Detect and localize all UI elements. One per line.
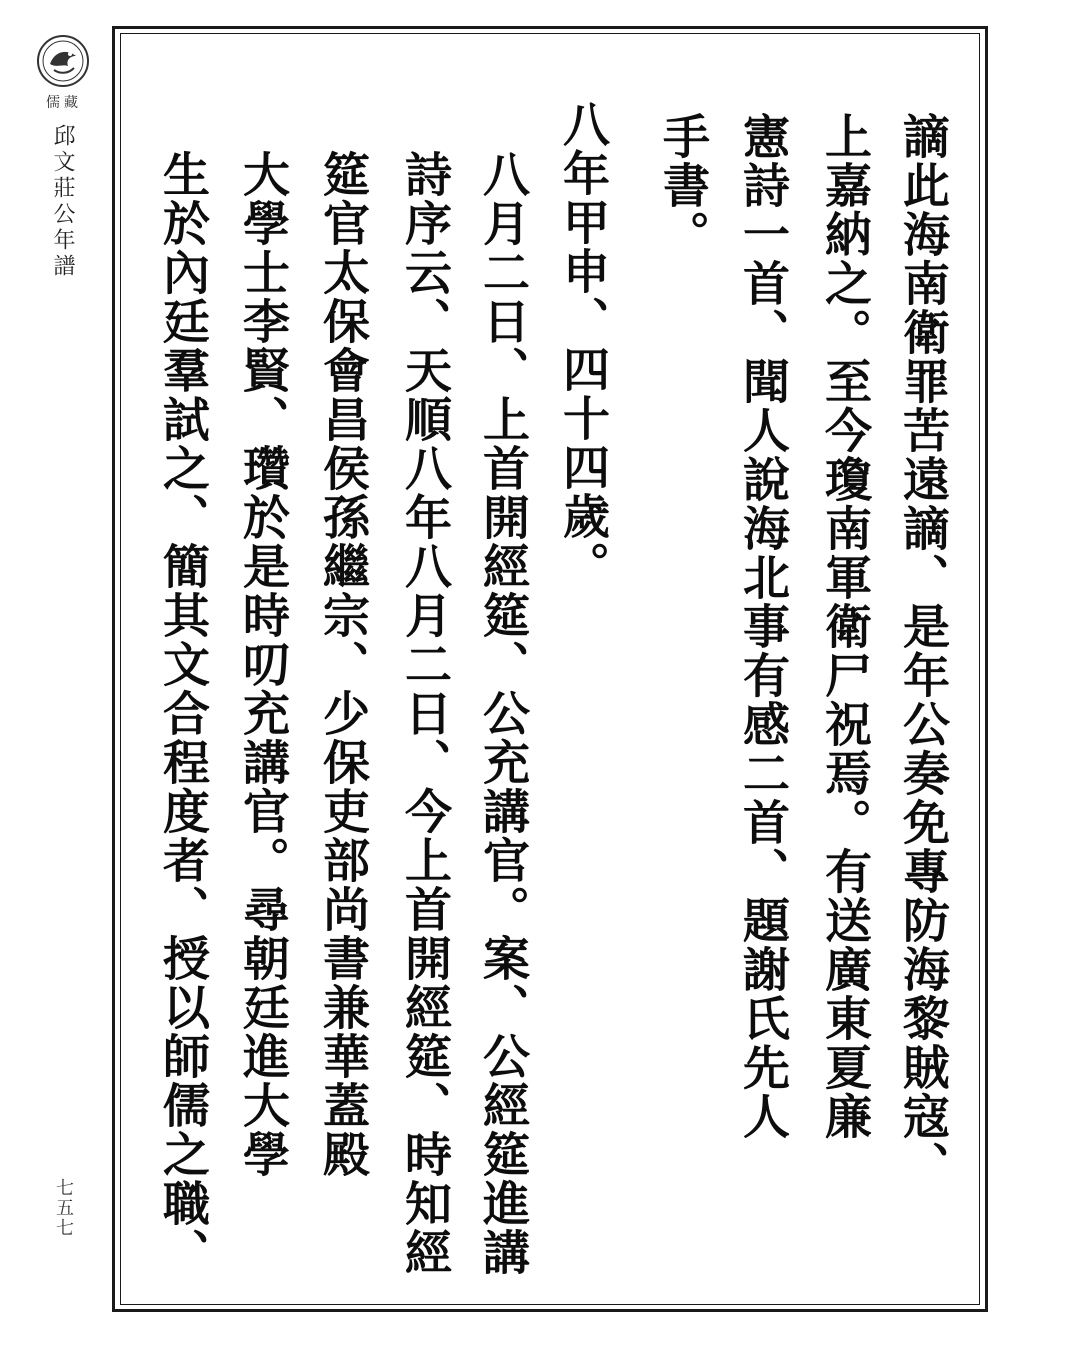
- text-column: 大學士李賢、瓚於是時叨充講官。尋朝廷進大學: [235, 150, 290, 1179]
- text-column: 謫此海南衛罪苦遠謫、是年公奏免專防海黎賊寇、: [895, 112, 950, 1190]
- text-column: 生於內廷羣試之、簡其文合程度者、授以師儒之職、: [155, 150, 210, 1277]
- text-column: 上嘉納之。至今瓊南軍衛尸祝焉。有送廣東夏廉: [817, 112, 872, 1141]
- side-margin: [28, 28, 100, 1308]
- text-column: 八月二日、上首開經筵、公充講官。案、公經筵進講: [475, 150, 530, 1277]
- text-column: 詩序云、天順八年八月二日、今上首開經筵、時知經: [397, 150, 452, 1277]
- text-column: 筵官太保會昌侯孫繼宗、少保吏部尚書兼華蓋殿: [315, 150, 370, 1179]
- text-body: [140, 100, 960, 1312]
- text-column: 憲詩一首、聞人說海北事有感二首、題謝氏先人: [735, 112, 790, 1141]
- page-number: 七五七: [53, 1178, 74, 1238]
- series-name: 儒藏: [46, 95, 82, 111]
- seal-logo-icon: [36, 34, 90, 88]
- book-title: 邱文莊公年譜: [50, 124, 75, 280]
- text-column: 手書。: [655, 112, 710, 259]
- text-column: 八年甲申、四十四歲。: [555, 100, 610, 590]
